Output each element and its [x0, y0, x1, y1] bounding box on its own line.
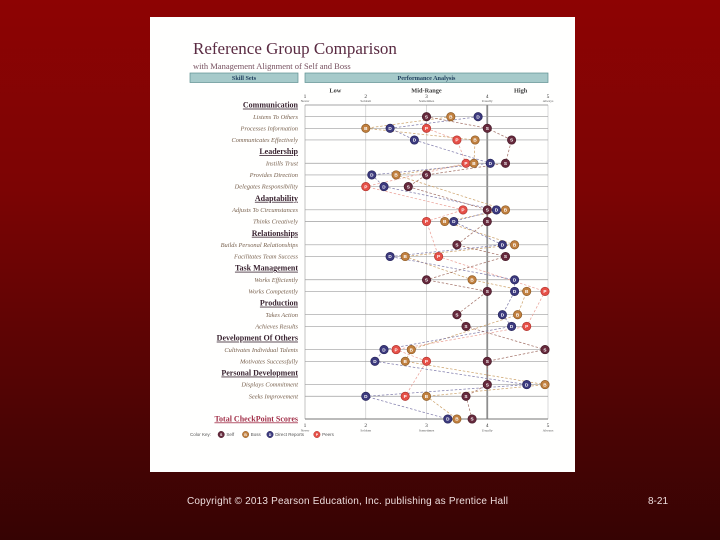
- svg-text:B: B: [503, 207, 508, 213]
- svg-text:P: P: [525, 324, 529, 330]
- page-number: 8-21: [647, 496, 668, 507]
- chart-subtitle: with Management Alignment of Self and Boss: [193, 61, 351, 71]
- svg-text:S: S: [424, 277, 429, 283]
- svg-text:S: S: [485, 207, 489, 213]
- svg-text:P: P: [424, 359, 429, 364]
- svg-text:Usually: Usually: [481, 428, 493, 433]
- svg-text:D: D: [382, 347, 386, 353]
- svg-text:Always: Always: [542, 99, 554, 104]
- svg-text:Relationships: Relationships: [251, 228, 298, 238]
- svg-text:5: 5: [546, 93, 550, 100]
- svg-text:Low: Low: [329, 87, 342, 95]
- svg-text:Works Efficiently: Works Efficiently: [254, 276, 298, 284]
- svg-text:P: P: [461, 207, 465, 213]
- svg-text:Performance Analysis: Performance Analysis: [397, 75, 456, 83]
- svg-text:1: 1: [303, 423, 307, 429]
- reference-group-chart: [150, 17, 575, 472]
- svg-text:S: S: [503, 160, 508, 166]
- svg-text:B: B: [394, 172, 398, 178]
- svg-text:B: B: [472, 160, 476, 166]
- svg-text:B: B: [449, 114, 453, 120]
- svg-text:S: S: [424, 114, 429, 120]
- svg-text:D: D: [373, 359, 377, 364]
- svg-text:Works Competently: Works Competently: [248, 288, 298, 296]
- svg-text:Leadership: Leadership: [259, 147, 298, 157]
- svg-text:D: D: [388, 126, 392, 131]
- svg-text:Motivates Successfully: Motivates Successfully: [239, 358, 298, 366]
- svg-text:P: P: [394, 347, 398, 353]
- svg-text:Never: Never: [300, 99, 310, 104]
- svg-text:Takes Action: Takes Action: [265, 311, 298, 319]
- svg-text:Adjusts To Circumstances: Adjusts To Circumstances: [232, 206, 298, 214]
- svg-text:B: B: [515, 312, 520, 318]
- svg-text:P: P: [424, 219, 429, 225]
- svg-text:D: D: [446, 416, 450, 422]
- svg-text:2: 2: [364, 423, 368, 429]
- svg-text:P: P: [437, 254, 441, 260]
- svg-text:1: 1: [303, 93, 307, 100]
- svg-text:Builds Personal Relationships: Builds Personal Relationships: [220, 241, 298, 249]
- svg-text:S: S: [406, 184, 410, 190]
- svg-text:2: 2: [364, 93, 368, 100]
- svg-text:B: B: [409, 347, 413, 353]
- svg-text:Skill Sets: Skill Sets: [231, 75, 257, 83]
- svg-text:S: S: [464, 324, 468, 330]
- svg-text:Thinks Creatively: Thinks Creatively: [252, 218, 298, 226]
- svg-text:Color Key:: Color Key:: [190, 432, 212, 438]
- svg-text:S: S: [219, 432, 223, 437]
- chart-panel: [150, 17, 575, 472]
- svg-text:S: S: [485, 219, 489, 225]
- svg-text:S: S: [485, 126, 489, 131]
- svg-text:Communicates Effectively: Communicates Effectively: [231, 137, 298, 145]
- skill-labels: [214, 101, 298, 424]
- svg-text:Boss: Boss: [250, 432, 261, 438]
- svg-text:D: D: [370, 172, 374, 178]
- svg-text:D: D: [388, 254, 392, 260]
- svg-text:Seldom: Seldom: [360, 99, 372, 104]
- svg-text:P: P: [455, 137, 459, 143]
- svg-text:4: 4: [485, 423, 489, 429]
- svg-text:P: P: [315, 432, 319, 437]
- svg-text:Always: Always: [542, 428, 554, 433]
- svg-text:B: B: [470, 277, 474, 283]
- svg-text:Task Management: Task Management: [234, 263, 298, 273]
- markers: [362, 113, 550, 424]
- range-labels: [329, 88, 527, 95]
- svg-text:B: B: [424, 393, 429, 399]
- svg-text:Usually: Usually: [481, 99, 493, 104]
- svg-text:P: P: [364, 184, 368, 190]
- svg-text:S: S: [470, 416, 474, 422]
- svg-text:Achieves Results: Achieves Results: [255, 323, 298, 331]
- svg-text:B: B: [543, 382, 547, 388]
- svg-text:S: S: [424, 172, 429, 178]
- svg-text:S: S: [464, 393, 468, 399]
- svg-text:Communication: Communication: [242, 100, 298, 110]
- grid: [305, 105, 548, 419]
- svg-text:P: P: [543, 289, 547, 295]
- svg-text:S: S: [455, 242, 459, 248]
- svg-text:D: D: [476, 114, 480, 120]
- svg-text:Total CheckPoint Scores: Total CheckPoint Scores: [214, 414, 298, 424]
- svg-text:S: S: [485, 382, 489, 388]
- svg-text:D: D: [500, 242, 505, 248]
- svg-text:Development Of Others: Development Of Others: [216, 333, 298, 343]
- svg-text:B: B: [525, 289, 529, 295]
- svg-text:S: S: [455, 312, 459, 318]
- svg-text:Seldom: Seldom: [360, 428, 372, 433]
- svg-text:Facilitates Team Success: Facilitates Team Success: [233, 253, 298, 261]
- svg-text:B: B: [512, 242, 517, 248]
- svg-text:S: S: [510, 137, 514, 143]
- svg-text:D: D: [494, 207, 499, 213]
- svg-text:High: High: [514, 87, 528, 95]
- svg-text:Cultivates Individual Talents: Cultivates Individual Talents: [224, 346, 298, 354]
- svg-text:3: 3: [425, 93, 428, 100]
- svg-text:Instills Trust: Instills Trust: [265, 160, 298, 168]
- svg-text:Personal Development: Personal Development: [221, 368, 298, 378]
- svg-text:Provides Direction: Provides Direction: [249, 172, 298, 179]
- svg-text:D: D: [452, 219, 456, 225]
- svg-text:D: D: [512, 277, 517, 283]
- svg-text:Direct Reports: Direct Reports: [275, 432, 304, 438]
- svg-text:4: 4: [485, 93, 489, 100]
- svg-text:D: D: [268, 432, 272, 437]
- svg-text:D: D: [500, 312, 505, 318]
- svg-text:D: D: [525, 382, 529, 388]
- svg-text:D: D: [364, 393, 368, 399]
- svg-text:Self: Self: [226, 432, 235, 438]
- svg-text:S: S: [485, 359, 489, 364]
- svg-text:Sometimes: Sometimes: [418, 428, 435, 433]
- svg-text:D: D: [412, 137, 417, 143]
- svg-text:3: 3: [425, 423, 428, 429]
- svg-text:Production: Production: [259, 298, 298, 308]
- svg-text:Mid-Range: Mid-Range: [411, 87, 442, 95]
- svg-text:Seeks Improvement: Seeks Improvement: [248, 393, 298, 401]
- copyright-footer: Copyright © 2013 Pearson Education, Inc. publishing as Prentice Hall: [187, 496, 509, 507]
- svg-text:D: D: [512, 289, 517, 295]
- svg-text:Never: Never: [300, 428, 310, 433]
- skill-sets-header-bar: [190, 73, 298, 83]
- svg-text:B: B: [455, 416, 459, 422]
- svg-text:Delegates Responsibility: Delegates Responsibility: [234, 183, 298, 191]
- svg-text:B: B: [244, 432, 247, 437]
- svg-text:S: S: [503, 254, 508, 260]
- svg-text:Listens To Others: Listens To Others: [253, 113, 298, 121]
- svg-text:S: S: [543, 347, 547, 353]
- svg-text:B: B: [443, 219, 447, 225]
- chart-title: Reference Group Comparison: [193, 39, 397, 58]
- svg-text:B: B: [403, 254, 407, 260]
- svg-text:P: P: [464, 160, 468, 166]
- performance-analysis-header-bar: [305, 73, 548, 83]
- svg-text:Peers: Peers: [322, 432, 334, 438]
- svg-text:Displays Commitment: Displays Commitment: [241, 381, 298, 389]
- svg-text:Processes Information: Processes Information: [240, 125, 298, 133]
- svg-text:S: S: [485, 289, 489, 295]
- svg-text:5: 5: [546, 423, 550, 429]
- svg-text:P: P: [403, 393, 407, 399]
- svg-text:D: D: [488, 160, 492, 166]
- svg-text:D: D: [509, 324, 514, 330]
- svg-text:D: D: [382, 184, 386, 190]
- svg-text:Adaptability: Adaptability: [254, 193, 298, 203]
- svg-text:B: B: [403, 359, 407, 364]
- svg-text:Sometimes: Sometimes: [418, 99, 435, 104]
- svg-text:P: P: [424, 126, 429, 131]
- svg-text:B: B: [473, 137, 477, 143]
- svg-text:B: B: [364, 126, 368, 131]
- series-lines: [366, 117, 545, 419]
